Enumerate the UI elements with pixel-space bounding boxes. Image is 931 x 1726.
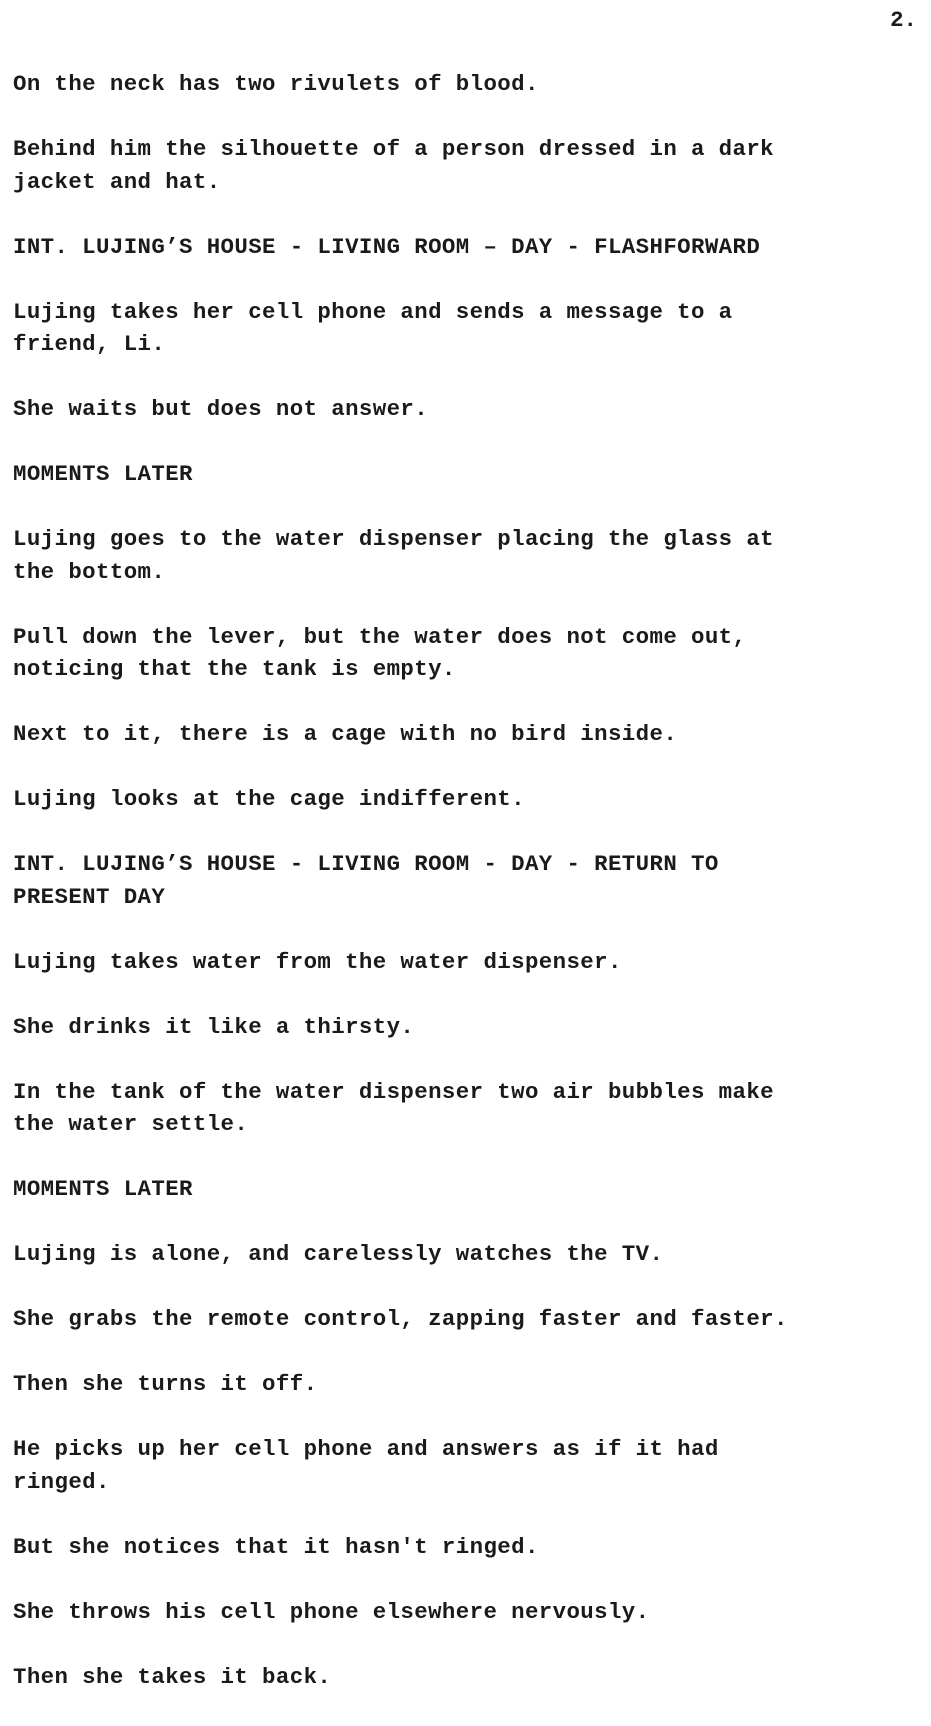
action-line: Lujing takes her cell phone and sends a message to a friend, Li. [13,298,733,357]
transition-line: MOMENTS LATER [13,1176,193,1202]
action-line: She throws his cell phone elsewhere nervously. [13,1598,650,1625]
action-line: Lujing goes to the water dispenser placing the glass at the bottom. [13,526,775,585]
action-line: Lujing takes water from the water dispenser. [13,948,622,975]
action-line: Lujing is alone, and carelessly watches the TV. [13,1241,664,1267]
action-line: But she notices that it hasn't ringed. [13,1533,539,1560]
scene-heading: INT. LUJING’S HOUSE - LIVING ROOM – DAY - FLASHFORWARD [13,233,761,260]
action-line: Then she takes it back. [13,1663,332,1690]
action-line: She grabs the remote control, zapping faster and faster. [13,1306,788,1332]
action-line: She waits but does not answer. [13,396,429,422]
action-line: He picks up her cell phone and answers as if it had ringed. [13,1436,719,1495]
action-line: Pull down the lever, but the water does not come out, noticing that the tank is empty. [13,623,747,682]
transition-line: MOMENTS LATER [13,461,193,487]
action-line: Behind him the silhouette of a person dressed in a dark jacket and hat. [13,136,775,195]
script-body [13,68,913,1726]
action-line: She drinks it like a thirsty. [13,1013,415,1040]
action-line: Then she turns it off. [13,1371,318,1397]
page-number: 2. [890,7,917,33]
action-line: Next to it, there is a cage with no bird inside. [13,721,678,747]
action-line: Lujing looks at the cage indifferent. [13,786,525,812]
action-line: On the neck has two rivulets of blood. [13,71,539,97]
scene-heading: INT. LUJING’S HOUSE - LIVING ROOM - DAY - RETURN TO PRESENT DAY [13,851,719,910]
action-line: In the tank of the water dispenser two air bubbles make the water settle. [13,1078,775,1137]
